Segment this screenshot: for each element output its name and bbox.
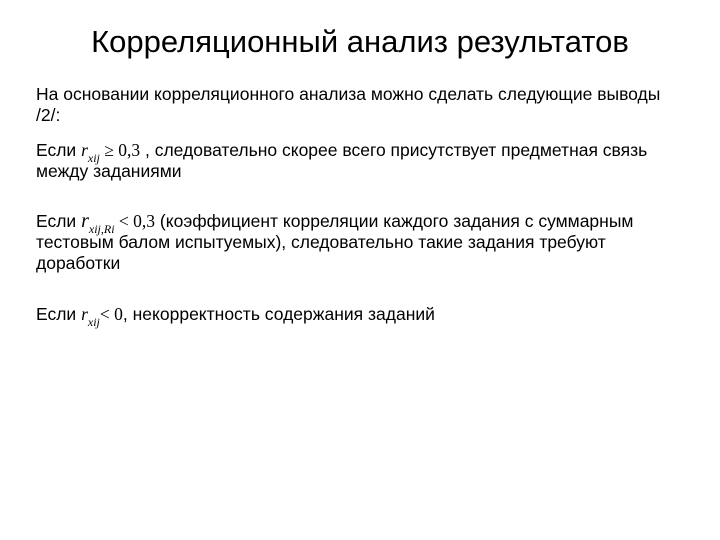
condition-paragraph-1 — [36, 140, 686, 182]
slide-title: Корреляционный анализ результатов — [91, 24, 629, 59]
correlation-variable: $r_{xij}$ — [81, 304, 100, 329]
intro-paragraph: На основании корреляционного анализа можно сделать следующие выводы /2/: — [36, 84, 661, 125]
correlation-subscript: xij — [87, 315, 100, 329]
condition-prefix: Если — [36, 304, 82, 324]
condition-relation: ≥ 0,3 — [99, 140, 141, 160]
condition-prefix: Если — [36, 140, 82, 160]
condition-text: , следовательно скорее всего присутствует предметная связь между заданиями — [36, 140, 648, 181]
correlation-subscript: xij — [87, 151, 100, 165]
condition-paragraph-3 — [36, 304, 686, 329]
condition-prefix: Если — [36, 211, 82, 231]
condition-paragraph-2 — [36, 211, 686, 274]
condition-relation: < 0,3 — [114, 211, 156, 231]
correlation-variable: $r_{xij}$ — [81, 140, 100, 165]
condition-text: , некорректность содержания заданий — [122, 304, 435, 324]
correlation-variable: $r_{xij,Ri}$ — [81, 210, 115, 236]
condition-text: (коэффициент корреляции каждого задания с суммарным тестовым балом испытуемых), следовательно такие задания требуют доработки — [36, 211, 634, 273]
correlation-subscript: xij,Ri — [88, 222, 115, 236]
condition-relation: < 0 — [99, 304, 123, 324]
